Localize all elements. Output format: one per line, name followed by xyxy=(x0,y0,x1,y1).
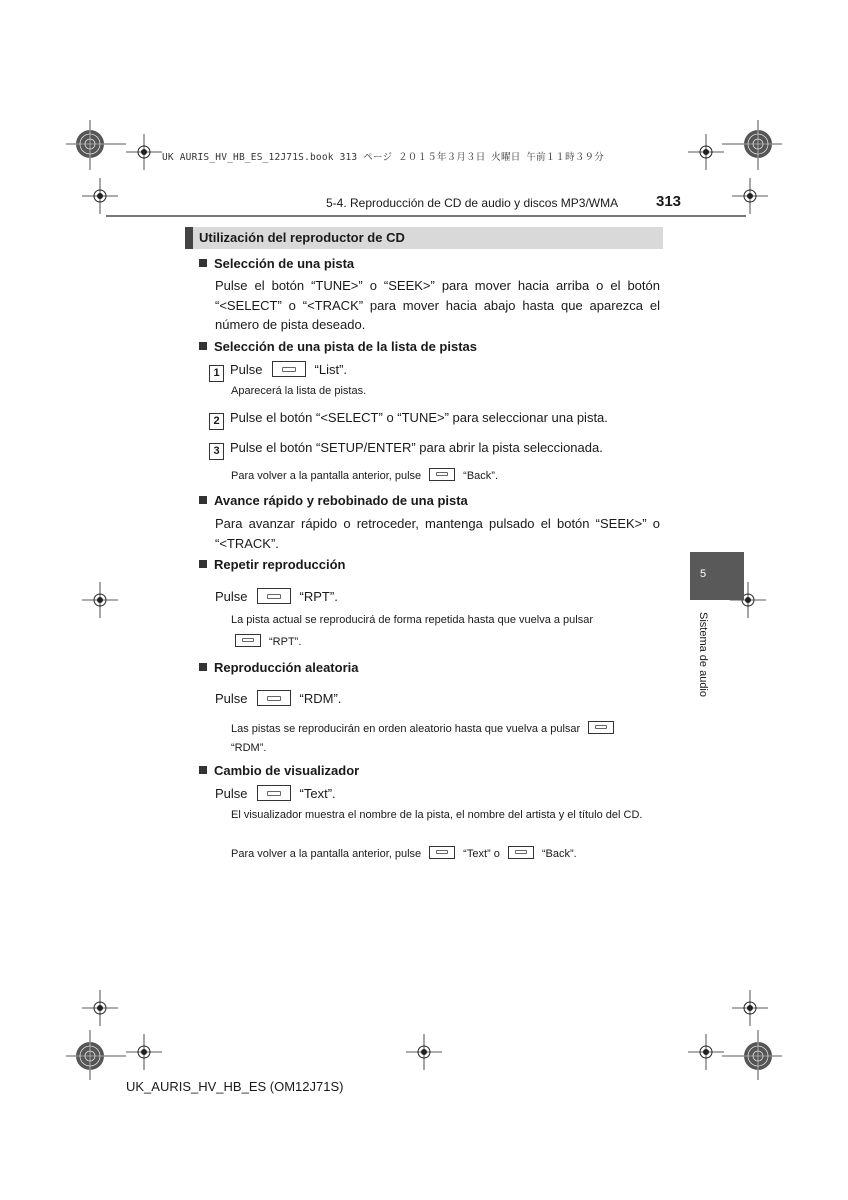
registration-mark-icon xyxy=(722,1030,782,1080)
step-number: 1 xyxy=(209,365,224,382)
bullet-square-icon xyxy=(199,342,207,350)
display-instruction xyxy=(215,785,336,801)
bullet-square-icon xyxy=(199,663,207,671)
subheading-repeat xyxy=(199,557,345,572)
note-text: Las pistas se reproducirán en orden aleatorio hasta que vuelva a pulsar xyxy=(231,723,581,735)
track-select-text: Pulse el botón “TUNE>” o “SEEK>” para mover hacia arriba o el botón “<SELECT” o “<TRACK” para mover hacia abajo hasta que aparezca el número de pista deseado. xyxy=(215,278,660,332)
step-3 xyxy=(209,440,603,460)
step-1 xyxy=(209,361,347,382)
step-text: Pulse el botón “<SELECT” o “TUNE>” para seleccionar una pista. xyxy=(230,410,608,425)
step-text: Pulse xyxy=(230,362,263,377)
display-note: El visualizador muestra el nombre de la pista, el nombre del artista y el título del CD. xyxy=(231,809,643,821)
back-button-icon xyxy=(508,846,534,859)
note-text: Para volver a la pantalla anterior, pulse xyxy=(231,848,422,860)
bullet-square-icon xyxy=(199,259,207,267)
crosshair-icon xyxy=(82,990,118,1026)
bullet-square-icon xyxy=(199,766,207,774)
back-button-icon xyxy=(429,468,455,481)
registration-mark-icon xyxy=(66,1030,126,1080)
step-text: Pulse xyxy=(215,589,248,604)
step-2 xyxy=(209,410,608,430)
step-number: 3 xyxy=(209,443,224,460)
footer-code: UK_AURIS_HV_HB_ES (OM12J71S) xyxy=(126,1079,344,1094)
section-heading-text: Utilización del reproductor de CD xyxy=(199,230,405,245)
section-heading-marker xyxy=(185,227,193,249)
registration-mark-icon xyxy=(722,120,782,170)
repeat-instruction xyxy=(215,588,338,604)
note-text: “RPT”. xyxy=(269,636,302,648)
chapter-tab xyxy=(690,552,744,600)
header-rule xyxy=(106,215,746,217)
subheading-text: Cambio de visualizador xyxy=(214,763,360,778)
subheading-track-select xyxy=(199,256,354,271)
display-back-note xyxy=(231,846,577,863)
note-text: “Back”. xyxy=(463,470,499,482)
subheading-track-list xyxy=(199,339,477,354)
subheading-text: Avance rápido y rebobinado de una pista xyxy=(214,493,468,508)
random-note xyxy=(231,721,622,738)
section-title: 5-4. Reproducción de CD de audio y discos MP3/WMA xyxy=(326,196,619,210)
crosshair-icon xyxy=(82,178,118,214)
crosshair-icon xyxy=(406,1034,442,1070)
note-text: “Text” o xyxy=(463,848,500,860)
step-text: Pulse el botón “SETUP/ENTER” para abrir la pista seleccionada. xyxy=(230,440,603,455)
step-text: Pulse xyxy=(215,691,248,706)
subheading-display xyxy=(199,763,359,778)
step-text: “RDM”. xyxy=(299,691,342,706)
note-text: Para volver a la pantalla anterior, pulse xyxy=(231,470,422,482)
rdm-button-icon xyxy=(588,721,614,734)
repeat-note: La pista actual se reproducirá de forma repetida hasta que vuelva a pulsar xyxy=(231,614,593,626)
bullet-square-icon xyxy=(199,560,207,568)
subheading-fast-forward xyxy=(199,493,468,508)
step-text: “RPT”. xyxy=(299,589,338,604)
subheading-text: Selección de una pista de la lista de pistas xyxy=(214,339,477,354)
fast-forward-text: Para avanzar rápido o retroceder, mantenga pulsado el botón “SEEK>” o “<TRACK”. xyxy=(215,516,660,551)
file-info: UK AURIS_HV_HB_ES_12J71S.book 313 ページ ２０１５年３月３日 火曜日 午前１１時３９分 xyxy=(162,152,604,163)
subheading-random xyxy=(199,660,358,675)
crosshair-icon xyxy=(688,1034,724,1070)
crosshair-icon xyxy=(732,990,768,1026)
crosshair-icon xyxy=(126,1034,162,1070)
crosshair-icon xyxy=(732,178,768,214)
crosshair-icon xyxy=(126,134,162,170)
list-button-icon xyxy=(272,361,306,377)
chapter-number: 5 xyxy=(700,568,707,580)
crosshair-icon xyxy=(688,134,724,170)
subheading-text: Selección de una pista xyxy=(214,256,355,271)
step-text: “List”. xyxy=(314,362,348,377)
step-text: “Text”. xyxy=(299,786,336,801)
note-text: “Back”. xyxy=(541,848,577,860)
rpt-button-icon xyxy=(257,588,291,604)
repeat-note-end xyxy=(231,634,301,651)
subheading-text: Repetir reproducción xyxy=(214,557,346,572)
section-heading xyxy=(185,227,663,249)
random-note-end: “RDM”. xyxy=(231,742,267,754)
random-instruction xyxy=(215,690,341,706)
rpt-button-icon xyxy=(235,634,261,647)
text-button-icon xyxy=(257,785,291,801)
rdm-button-icon xyxy=(257,690,291,706)
text-button-icon xyxy=(429,846,455,859)
step-1-note: Aparecerá la lista de pistas. xyxy=(231,385,367,397)
registration-mark-icon xyxy=(66,120,126,170)
step-number: 2 xyxy=(209,413,224,430)
bullet-square-icon xyxy=(199,496,207,504)
crosshair-icon xyxy=(82,582,118,618)
back-note xyxy=(231,468,498,485)
chapter-label: Sistema de audio xyxy=(697,612,709,697)
step-text: Pulse xyxy=(215,786,248,801)
page-number: 313 xyxy=(656,193,682,210)
subheading-text: Reproducción aleatoria xyxy=(214,660,359,675)
